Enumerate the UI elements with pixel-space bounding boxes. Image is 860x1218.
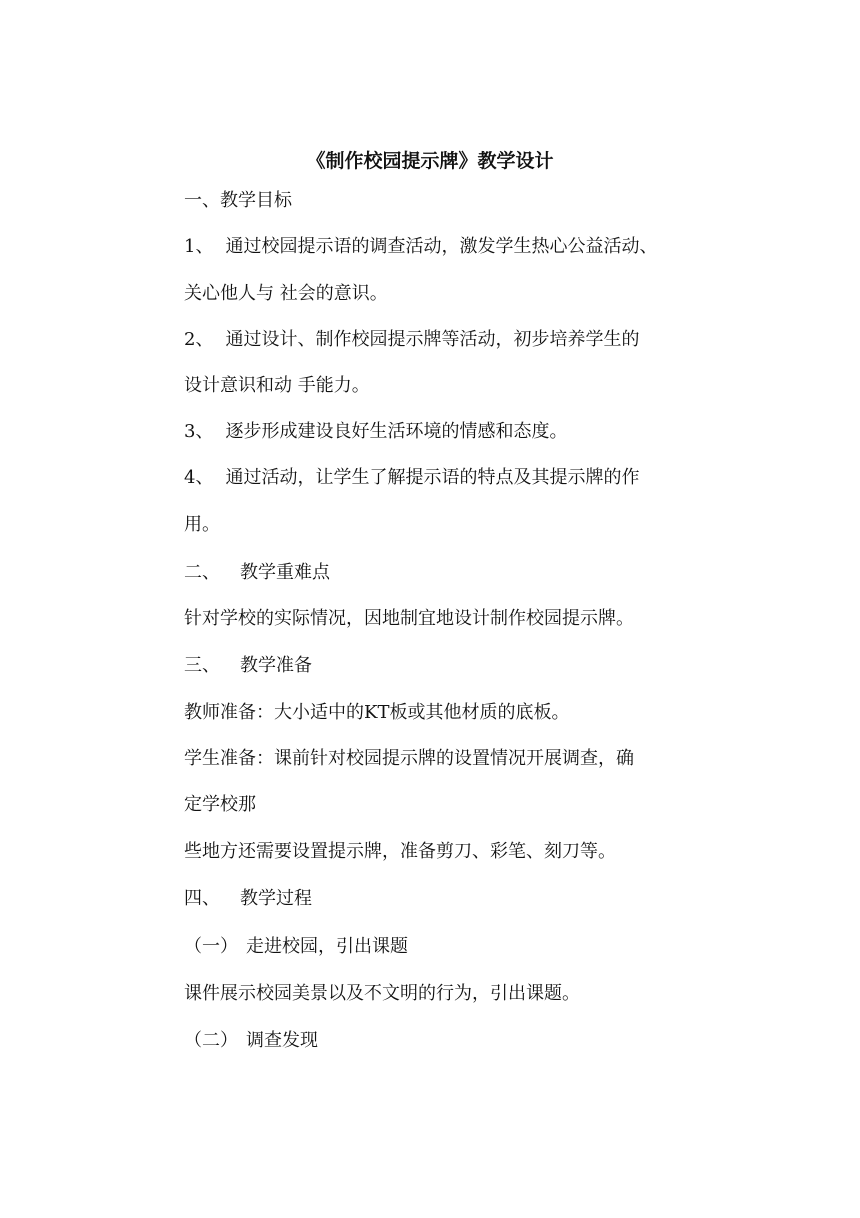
- section-4-title: 教学过程: [240, 888, 312, 909]
- goal-1-line-2: 关心他人与 社会的意识。: [184, 283, 388, 304]
- student-preparation-line-2: 定学校那: [184, 794, 256, 815]
- goal-2-number: 2、: [184, 329, 214, 350]
- goal-3-text: 逐步形成建设良好生活环境的情感和态度。: [225, 421, 568, 442]
- section-2-number: 二、: [184, 562, 220, 583]
- goal-4-number: 4、: [184, 467, 214, 488]
- student-preparation-line-1: 学生准备：课前针对校园提示牌的设置情况开展调查，确: [184, 748, 634, 769]
- document-title: 《制作校园提示牌》教学设计: [306, 150, 554, 172]
- step-1-title: 走进校园，引出课题: [246, 936, 408, 957]
- step-2-title: 调查发现: [246, 1030, 318, 1051]
- step-1-text: 课件展示校园美景以及不文明的行为，引出课题。: [184, 983, 580, 1004]
- goal-1-line-1: [184, 233, 657, 261]
- section-2-title: 教学重难点: [240, 562, 330, 583]
- section-3-number: 三、: [184, 655, 220, 676]
- step-1-number: （一）: [184, 936, 238, 957]
- goal-2-line-1: [184, 326, 639, 354]
- step-1-heading: [184, 933, 408, 961]
- section-heading-process: [184, 885, 312, 913]
- key-points-text: 针对学校的实际情况，因地制宜地设计制作校园提示牌。: [184, 608, 634, 629]
- goal-2-line-2: 设计意识和动 手能力。: [184, 375, 370, 396]
- goal-3-line-1: [184, 418, 567, 446]
- section-heading-key-points: [184, 559, 330, 587]
- teacher-preparation: 教师准备：大小适中的KT板或其他材质的底板。: [184, 702, 570, 723]
- goal-3-number: 3、: [184, 421, 214, 442]
- goal-2-text: 通过设计、制作校园提示牌等活动，初步培养学生的: [225, 329, 640, 350]
- goal-1-number: 1、: [184, 236, 214, 257]
- step-2-number: （二）: [184, 1030, 238, 1051]
- goal-4-line-1: [184, 464, 639, 492]
- step-2-heading: [184, 1027, 318, 1055]
- section-3-title: 教学准备: [240, 655, 312, 676]
- goal-4-text: 通过活动，让学生了解提示语的特点及其提示牌的作: [225, 467, 640, 488]
- goal-4-line-2: 用。: [184, 514, 220, 535]
- section-heading-objectives: 一、教学目标: [184, 190, 292, 211]
- goal-1-text: 通过校园提示语的调查活动，激发学生热心公益活动、: [225, 236, 658, 257]
- student-preparation-line-3: 些地方还需要设置提示牌，准备剪刀、彩笔、刻刀等。: [184, 841, 616, 862]
- section-4-number: 四、: [184, 888, 220, 909]
- section-heading-preparation: [184, 652, 312, 680]
